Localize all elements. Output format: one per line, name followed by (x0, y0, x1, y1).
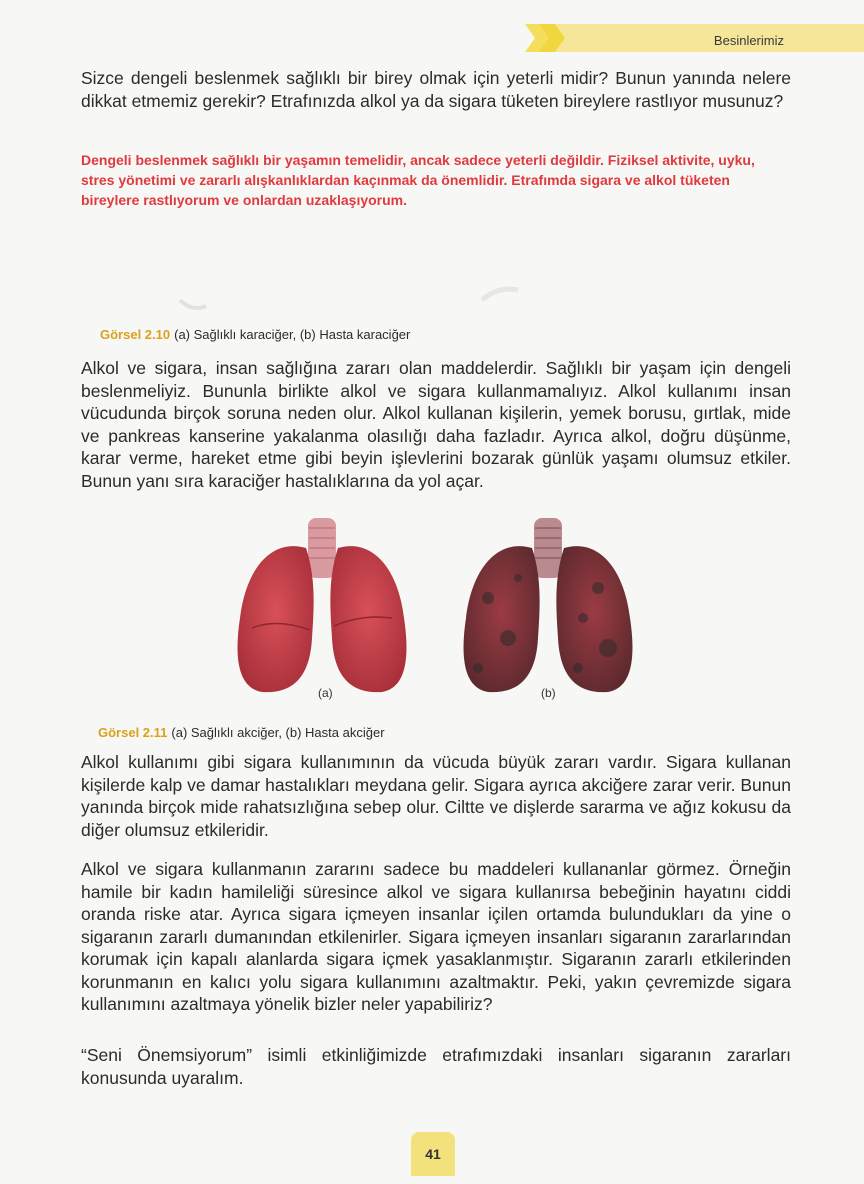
paragraph-passive-smoking: Alkol ve sigara kullanmanın zararını sadece bu maddeleri kullananlar görmez. Örneğin hamile bir kadın hamileliği süresince alkol ve sigara kullanırsa bebeğinin hayatını ciddi oranda riske atar. Ayrıca sigara içmeyen insanlar içilen ortamda bulundukları da yine o sigaranın zararlı dumanından etkilenirler. Sigara içmeyen insanları sigaranın zararlarından korumak için kapalı alanlarda sigara içmek yasaklanmıştır. Sigaranın zararlı etkilerinden korunmanın en kalıcı yolu sigara kullanımını azaltmaktır. Peki, yakın çevremizde sigara kullanımını azaltmaya yönelik bizler neler yapabiliriz? (81, 859, 791, 1014)
paragraph-alcohol-smoking: Alkol ve sigara, insan sağlığına zararı olan maddelerdir. Sağlıklı bir yaşam için dengeli beslenmeliyiz. Bununla birlikte alkol ve sigara kullanmamalıyız. Alkol kullanımı insan vücudunda birçok soruna neden olur. Alkol kullanan kişilerin, yemek borusu, gırtlak, mide ve pankreas kanserine yakalanma olasılığı daha fazladır. Ayrıca alkol, doğru düşünme, karar verme, hareket etme gibi beyin işlevlerini bozarak günlük yaşamı olumsuz etkiler. Bunun yanı sıra karaciğer hastalıklarına da yol açar. (81, 358, 791, 491)
page-number: 41 (411, 1132, 455, 1176)
header-band (525, 24, 864, 52)
healthy-lungs-image (232, 518, 412, 698)
header-ribbon (525, 24, 864, 52)
paragraph-activity: “Seni Önemsiyorum” isimli etkinliğimizde etrafımızdaki insanları sigaranın zararları konusunda uyaralım. (81, 1045, 791, 1088)
paragraph-smoking-harm: Alkol kullanımı gibi sigara kullanımının da vücuda büyük zararı vardır. Sigara kullanan kişilerde kalp ve damar hastalıkları meydana gelir. Sigara ayrıca akciğere zarar verir. Bunun yanında birçok mide rahatsızlığına sebep olur. Ciltte ve dişlerde sararma ve ağız kokusu da diğer olumsuz etkileridir. (81, 752, 791, 840)
answer-text: Dengeli beslenmek sağlıklı bir yaşamın temelidir, ancak sadece yeterli değildir. Fiziksel aktivite, uyku, stres yönetimi ve zararlı alışkanlıklardan kaçınmak da önemlidir. Etrafımda sigara ve alkol tüketen bireylere rastlıyorum ve onlardan uzaklaşıyorum. (81, 152, 755, 208)
figure-2-10-text: (a) Sağlıklı karaciğer, (b) Hasta karaciğer (174, 327, 411, 342)
figure-2-11-label-a: (a) (318, 686, 333, 700)
figure-2-11-text: (a) Sağlıklı akciğer, (b) Hasta akciğer (171, 725, 385, 740)
section-title: Besinlerimiz (713, 33, 784, 48)
watermark-arrow-left (178, 296, 208, 316)
diseased-lungs-image (458, 518, 638, 698)
question-text: Sizce dengeli beslenmek sağlıklı bir birey olmak için yeterli midir? Bunun yanında nelere dikkat etmemiz gerekir? Etrafınızda alkol ya da sigara tüketen bireylere rastlıyor musunuz? (81, 68, 791, 111)
figure-2-10-label: Görsel 2.10 (100, 327, 171, 342)
watermark-arrow-right (480, 284, 520, 304)
figure-2-11-label: Görsel 2.11 (98, 725, 168, 740)
figure-2-11-caption (98, 725, 385, 740)
figure-2-11-label-b: (b) (541, 686, 556, 700)
figure-2-10-caption (100, 327, 410, 342)
